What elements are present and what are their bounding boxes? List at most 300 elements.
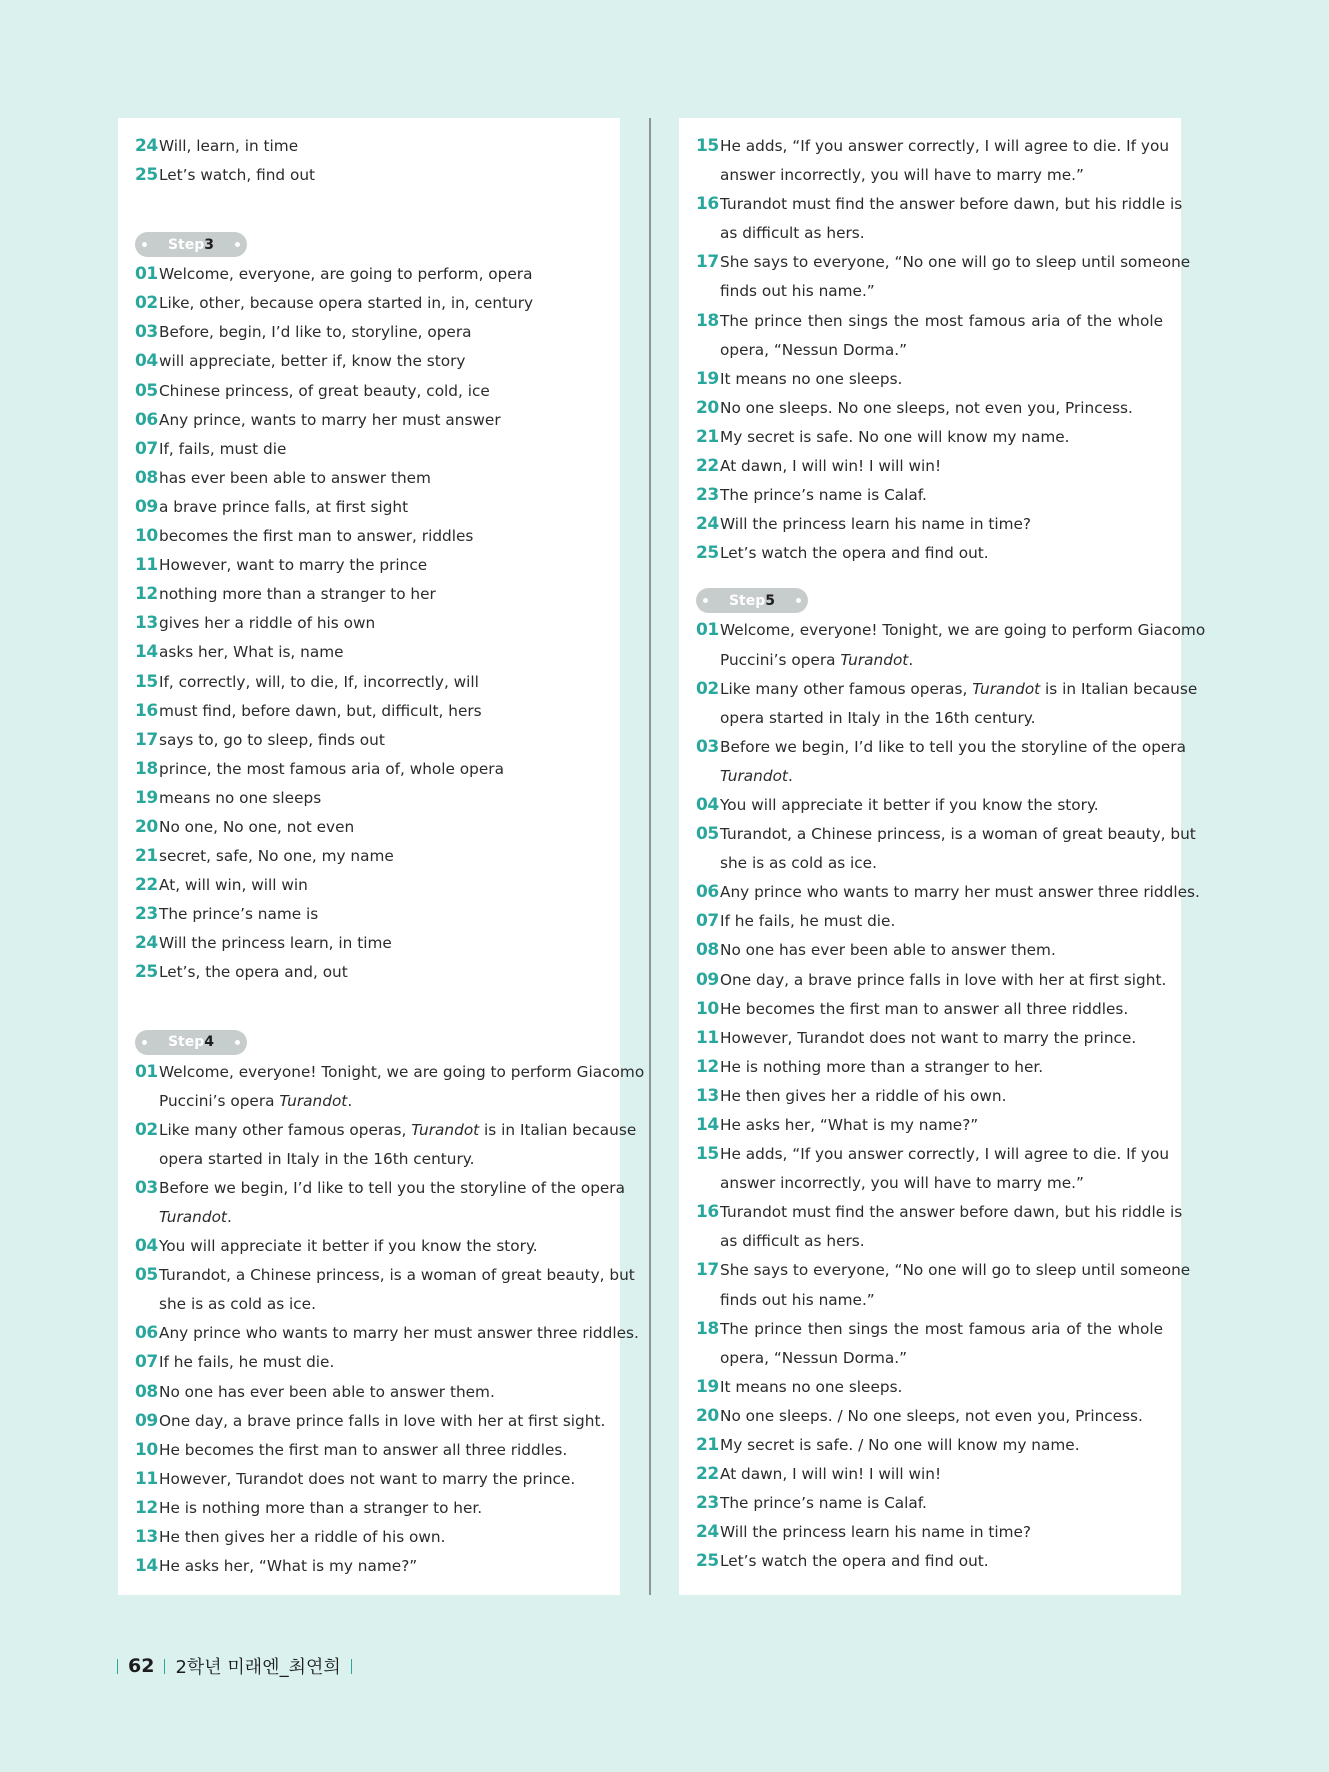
answer-item bbox=[135, 1494, 602, 1523]
answer-text: He becomes the first man to answer all three riddles. bbox=[159, 1440, 568, 1459]
item-number: 23 bbox=[135, 904, 158, 925]
answer-item bbox=[696, 1431, 1163, 1460]
answer-line bbox=[696, 510, 1163, 539]
item-number: 24 bbox=[696, 514, 719, 535]
answer-text: No one sleeps. No one sleeps, not even you, Princess. bbox=[720, 398, 1133, 417]
answer-item bbox=[696, 248, 1191, 306]
answer-item bbox=[696, 1082, 1163, 1111]
answer-line bbox=[135, 1232, 602, 1261]
answer-text: will appreciate, better if, know the story bbox=[159, 352, 466, 371]
item-number: 12 bbox=[135, 584, 158, 605]
step-number: 4 bbox=[204, 1034, 215, 1051]
answer-text: It means no one sleeps. bbox=[720, 369, 903, 388]
item-number: 14 bbox=[696, 1115, 719, 1135]
answer-item bbox=[696, 1024, 1163, 1053]
answer-line bbox=[135, 347, 602, 376]
item-number: 05 bbox=[696, 824, 719, 845]
answer-line bbox=[696, 1518, 1163, 1547]
item-number: 14 bbox=[135, 1556, 158, 1577]
item-number: 22 bbox=[135, 875, 158, 896]
answer-line bbox=[696, 481, 1163, 510]
answer-text: Let’s watch, find out bbox=[159, 166, 316, 185]
answer-line bbox=[696, 936, 1163, 965]
answer-line bbox=[696, 132, 1170, 161]
answer-continuation bbox=[696, 161, 1163, 190]
answer-line bbox=[696, 365, 1163, 394]
item-number: 09 bbox=[135, 1410, 158, 1431]
answer-item bbox=[135, 1058, 645, 1116]
answer-line bbox=[135, 900, 602, 929]
answer-text: Like, other, because opera started in, in, century bbox=[159, 294, 534, 313]
answer-text: Any prince, wants to marry her must answer bbox=[159, 410, 501, 429]
answer-line bbox=[696, 1402, 1163, 1431]
item-number: 01 bbox=[696, 620, 719, 641]
answer-line bbox=[696, 1082, 1163, 1111]
item-number: 07 bbox=[135, 1352, 158, 1373]
answer-continuation bbox=[696, 1227, 1163, 1256]
answer-item bbox=[135, 1348, 602, 1377]
answer-text-part: finds out his name.” bbox=[720, 1290, 875, 1309]
answer-item bbox=[696, 1547, 1163, 1576]
answer-item bbox=[696, 307, 1163, 365]
answer-line bbox=[135, 1378, 602, 1407]
answer-item bbox=[135, 1232, 602, 1261]
answer-text: One day, a brave prince falls in love with her at first sight. bbox=[159, 1411, 606, 1430]
answer-text: Before we begin, I’d like to tell you the storyline of the opera bbox=[720, 737, 1186, 756]
answer-line bbox=[696, 1431, 1163, 1460]
answer-line bbox=[135, 784, 602, 813]
answer-item bbox=[696, 616, 1206, 674]
answer-item bbox=[696, 1402, 1163, 1431]
answer-text-part: is in Italian because bbox=[1040, 679, 1198, 698]
item-number: 16 bbox=[135, 700, 158, 721]
answer-item bbox=[696, 132, 1170, 190]
answer-text: He adds, “If you answer correctly, I will agree to die. If you bbox=[720, 1145, 1170, 1164]
answer-line bbox=[696, 394, 1163, 423]
answer-text-part: as difficult as hers. bbox=[720, 224, 865, 243]
answer-item bbox=[696, 733, 1186, 791]
step-label: Step bbox=[728, 592, 766, 609]
answer-text: He is nothing more than a stranger to her. bbox=[720, 1057, 1044, 1076]
item-number: 22 bbox=[696, 456, 719, 477]
answer-line bbox=[696, 733, 1186, 762]
answer-item bbox=[696, 510, 1163, 539]
answer-item bbox=[135, 1116, 637, 1174]
answer-item bbox=[696, 791, 1163, 820]
item-number: 17 bbox=[696, 1260, 719, 1281]
item-number: 24 bbox=[696, 1522, 719, 1543]
item-number: 11 bbox=[135, 1468, 158, 1489]
answer-text-part: Puccini’s opera bbox=[720, 650, 841, 669]
answer-continuation bbox=[696, 1169, 1163, 1198]
answer-text: Any prince who wants to marry her must answer three riddles. bbox=[159, 1324, 639, 1343]
answer-item bbox=[696, 423, 1163, 452]
page-footer bbox=[117, 1653, 362, 1679]
answer-line bbox=[696, 1024, 1163, 1053]
answer-line bbox=[696, 1460, 1163, 1489]
answer-text: becomes the first man to answer, riddles bbox=[159, 527, 474, 546]
item-number: 08 bbox=[135, 467, 158, 488]
answer-line bbox=[696, 1198, 1183, 1227]
answer-line bbox=[135, 697, 602, 726]
step-badge bbox=[696, 588, 808, 613]
answer-item bbox=[696, 1053, 1163, 1082]
answer-item bbox=[696, 878, 1200, 907]
item-number: 20 bbox=[135, 816, 158, 837]
answer-text: He asks her, “What is my name?” bbox=[720, 1116, 979, 1134]
step-number: 5 bbox=[765, 592, 776, 609]
item-number: 19 bbox=[135, 787, 158, 808]
item-number: 16 bbox=[696, 194, 719, 215]
answer-line bbox=[696, 995, 1163, 1024]
answer-line bbox=[696, 1373, 1163, 1402]
answer-item bbox=[696, 365, 1163, 394]
italic-title: Turandot bbox=[720, 766, 788, 785]
answer-line bbox=[135, 726, 602, 755]
footer-bar bbox=[117, 1659, 118, 1674]
item-number: 14 bbox=[135, 642, 158, 663]
answer-line bbox=[135, 161, 602, 190]
item-number: 05 bbox=[135, 380, 158, 401]
answer-text: You will appreciate it better if you know the story. bbox=[159, 1237, 538, 1256]
answer-line bbox=[696, 1489, 1163, 1518]
item-number: 06 bbox=[696, 882, 719, 903]
answer-text: Will the princess learn his name in time? bbox=[720, 1523, 1032, 1542]
answer-line bbox=[135, 1407, 606, 1436]
answer-continuation bbox=[135, 1145, 602, 1174]
item-number: 16 bbox=[696, 1202, 719, 1223]
item-number: 10 bbox=[135, 526, 158, 547]
step-badge bbox=[135, 1030, 247, 1055]
answer-text: The prince’s name is bbox=[159, 905, 319, 924]
answer-item bbox=[135, 1465, 602, 1494]
answer-text: Will the princess learn his name in time? bbox=[720, 515, 1032, 534]
item-number: 25 bbox=[135, 962, 158, 983]
answer-text: The prince’s name is Calaf. bbox=[720, 1494, 927, 1513]
answer-item bbox=[696, 966, 1167, 995]
item-number: 02 bbox=[135, 293, 158, 314]
item-number: 25 bbox=[696, 543, 719, 564]
answer-text-part: . bbox=[908, 650, 914, 669]
answer-item bbox=[696, 820, 1196, 878]
item-number: 19 bbox=[696, 368, 719, 389]
answer-text: Will, learn, in time bbox=[159, 137, 299, 155]
answer-item bbox=[696, 1256, 1191, 1314]
answer-text-part: . bbox=[347, 1091, 353, 1110]
item-number: 17 bbox=[696, 252, 719, 273]
answer-text: gives her a riddle of his own bbox=[159, 614, 376, 633]
answer-text: If he fails, he must die. bbox=[159, 1353, 335, 1372]
answer-item bbox=[135, 1378, 602, 1407]
answer-item bbox=[696, 539, 1163, 568]
badge-dot bbox=[142, 1040, 147, 1045]
answer-text-part: answer incorrectly, you will have to marry me.” bbox=[720, 1174, 1084, 1193]
answer-line bbox=[696, 1547, 1163, 1576]
answer-continuation bbox=[135, 1290, 602, 1319]
item-number: 10 bbox=[696, 998, 719, 1019]
answer-line bbox=[696, 878, 1200, 907]
item-number: 21 bbox=[696, 426, 719, 447]
answer-item bbox=[135, 1436, 602, 1465]
item-number: 17 bbox=[135, 729, 158, 750]
item-number: 12 bbox=[696, 1056, 719, 1077]
badge-dot bbox=[235, 242, 240, 247]
answer-text: Welcome, everyone, are going to perform, opera bbox=[159, 265, 533, 284]
answer-text: One day, a brave prince falls in love with her at first sight. bbox=[720, 970, 1167, 989]
answer-text: has ever been able to answer them bbox=[159, 468, 431, 487]
answer-text-part: Like many other famous operas, bbox=[720, 679, 973, 698]
item-number: 25 bbox=[135, 165, 158, 186]
answer-continuation bbox=[696, 277, 1163, 306]
answer-line bbox=[696, 791, 1163, 820]
answer-continuation bbox=[696, 646, 1163, 675]
item-number: 03 bbox=[135, 322, 158, 343]
answer-text: If, correctly, will, to die, If, incorrectly, will bbox=[159, 672, 479, 691]
answer-item bbox=[135, 1407, 606, 1436]
italic-title: Turandot bbox=[159, 1208, 227, 1226]
answer-line bbox=[135, 289, 602, 318]
answer-line bbox=[135, 1261, 635, 1290]
answer-text bbox=[720, 675, 1197, 704]
answer-line bbox=[135, 1436, 602, 1465]
item-number: 07 bbox=[696, 911, 719, 932]
answer-item bbox=[696, 1518, 1163, 1547]
answer-line bbox=[135, 260, 602, 289]
badge-dot bbox=[796, 598, 801, 603]
item-number: 01 bbox=[135, 1061, 158, 1082]
item-number: 21 bbox=[135, 846, 158, 867]
item-number: 08 bbox=[135, 1381, 158, 1402]
answer-text: No one has ever been able to answer them. bbox=[159, 1382, 495, 1401]
answer-text: She says to everyone, “No one will go to sleep until someone bbox=[720, 253, 1191, 272]
answer-continuation bbox=[696, 704, 1163, 733]
item-number: 04 bbox=[135, 351, 158, 372]
answer-line bbox=[696, 1111, 1163, 1140]
answer-text: Turandot must find the answer before dawn, but his riddle is bbox=[720, 1203, 1183, 1222]
item-number: 01 bbox=[135, 264, 158, 285]
answer-line bbox=[135, 1523, 602, 1552]
answer-line bbox=[135, 668, 602, 697]
item-number: 18 bbox=[696, 1318, 719, 1339]
item-number: 09 bbox=[135, 496, 158, 517]
item-number: 21 bbox=[696, 1435, 719, 1456]
answer-line bbox=[135, 1465, 602, 1494]
answer-line bbox=[696, 539, 1163, 568]
item-number: 13 bbox=[135, 1527, 158, 1548]
answer-item bbox=[696, 452, 1163, 481]
answer-line bbox=[696, 248, 1191, 277]
answer-line bbox=[135, 580, 602, 609]
footer-bar bbox=[164, 1659, 165, 1674]
item-number: 11 bbox=[696, 1027, 719, 1048]
item-number: 11 bbox=[135, 555, 158, 576]
answer-line bbox=[135, 132, 602, 161]
answer-continuation bbox=[696, 1344, 1163, 1373]
answer-line bbox=[135, 551, 602, 580]
answer-line bbox=[135, 377, 602, 406]
item-number: 15 bbox=[135, 671, 158, 692]
item-number: 24 bbox=[135, 136, 158, 156]
answer-text-part: she is as cold as ice. bbox=[720, 854, 877, 873]
badge-dot bbox=[142, 242, 147, 247]
answer-line bbox=[696, 307, 1163, 336]
answer-text: Any prince who wants to marry her must answer three riddles. bbox=[720, 883, 1200, 902]
answer-line bbox=[135, 464, 602, 493]
answer-continuation bbox=[696, 336, 1163, 365]
answer-item bbox=[696, 1460, 1163, 1489]
section-gap bbox=[135, 190, 602, 226]
item-number: 19 bbox=[696, 1376, 719, 1397]
badge-dot bbox=[703, 598, 708, 603]
section-gap bbox=[696, 568, 1163, 582]
column-divider bbox=[649, 118, 651, 1595]
item-number: 20 bbox=[696, 397, 719, 418]
item-number: 13 bbox=[696, 1085, 719, 1106]
answer-text: If, fails, must die bbox=[159, 439, 287, 458]
answer-line bbox=[135, 406, 602, 435]
answer-text: If he fails, he must die. bbox=[720, 912, 896, 931]
answer-line bbox=[696, 190, 1183, 219]
answer-text: However, Turandot does not want to marry the prince. bbox=[159, 1469, 576, 1488]
answer-text-part: opera started in Italy in the 16th century. bbox=[720, 708, 1036, 727]
answer-text: The prince then sings the most famous aria of the whole bbox=[720, 311, 1163, 330]
answer-line bbox=[135, 493, 602, 522]
answer-text: He is nothing more than a stranger to her. bbox=[159, 1498, 483, 1517]
answer-text: He becomes the first man to answer all three riddles. bbox=[720, 999, 1129, 1018]
item-number: 15 bbox=[696, 1144, 719, 1165]
answer-line bbox=[135, 638, 602, 667]
answer-text: No one sleeps. / No one sleeps, not even you, Princess. bbox=[720, 1406, 1143, 1425]
step-badge bbox=[135, 232, 247, 257]
item-number: 02 bbox=[696, 678, 719, 699]
answer-text: Before we begin, I’d like to tell you the storyline of the opera bbox=[159, 1178, 625, 1197]
answer-text: At, will win, will win bbox=[159, 876, 308, 895]
answer-text: a brave prince falls, at first sight bbox=[159, 497, 409, 516]
answer-item bbox=[135, 1319, 639, 1348]
answer-item bbox=[696, 675, 1198, 733]
page-number: 62 bbox=[128, 1655, 155, 1677]
answer-text-part: answer incorrectly, you will have to marry me.” bbox=[720, 166, 1084, 185]
answer-line bbox=[135, 813, 602, 842]
answer-text: However, want to marry the prince bbox=[159, 556, 428, 575]
answer-line bbox=[135, 609, 602, 638]
answer-continuation bbox=[696, 762, 1163, 791]
italic-title: Turandot bbox=[279, 1091, 348, 1110]
item-number: 20 bbox=[696, 1405, 719, 1426]
answer-text: prince, the most famous aria of, whole opera bbox=[159, 759, 504, 778]
answer-text: He then gives her a riddle of his own. bbox=[720, 1086, 1007, 1105]
answer-continuation bbox=[696, 219, 1163, 248]
answer-line bbox=[135, 842, 602, 871]
answer-text: Let’s, the opera and, out bbox=[159, 963, 348, 982]
answer-line bbox=[135, 1058, 645, 1087]
answer-text: No one has ever been able to answer them. bbox=[720, 941, 1056, 960]
item-number: 12 bbox=[135, 1497, 158, 1518]
answer-text: He then gives her a riddle of his own. bbox=[159, 1528, 446, 1547]
answer-text: You will appreciate it better if you know the story. bbox=[720, 795, 1099, 814]
answer-text: Let’s watch the opera and find out. bbox=[720, 544, 989, 563]
answer-line bbox=[696, 966, 1167, 995]
answer-text: must find, before dawn, but, difficult, hers bbox=[159, 701, 482, 720]
answer-text: My secret is safe. / No one will know my name. bbox=[720, 1436, 1080, 1455]
answer-item bbox=[135, 1523, 602, 1552]
answer-text-part: is in Italian because bbox=[479, 1120, 637, 1139]
item-number: 10 bbox=[135, 1439, 158, 1460]
answer-text: says to, go to sleep, finds out bbox=[159, 730, 385, 749]
answer-continuation bbox=[135, 1203, 602, 1232]
answer-line bbox=[696, 452, 1163, 481]
answer-item bbox=[696, 1489, 1163, 1518]
answer-text-part: opera, “Nessun Dorma.” bbox=[720, 340, 908, 359]
answer-line bbox=[135, 871, 602, 900]
answer-text-part: Like many other famous operas, bbox=[159, 1120, 412, 1139]
answer-line bbox=[135, 1494, 602, 1523]
answer-line bbox=[135, 755, 602, 784]
answer-text: nothing more than a stranger to her bbox=[159, 585, 436, 604]
item-number: 09 bbox=[696, 969, 719, 990]
answer-text-part: Puccini’s opera bbox=[159, 1091, 280, 1110]
answer-text: The prince’s name is Calaf. bbox=[720, 486, 927, 505]
item-number: 08 bbox=[696, 940, 719, 961]
answer-item bbox=[696, 394, 1163, 423]
answer-line bbox=[696, 820, 1196, 849]
answer-line bbox=[135, 929, 602, 958]
answer-text: asks her, What is, name bbox=[159, 643, 344, 662]
badge-dot bbox=[235, 1040, 240, 1045]
answer-text: No one, No one, not even bbox=[159, 817, 355, 836]
italic-title: Turandot bbox=[840, 650, 909, 669]
answer-text: However, Turandot does not want to marry the prince. bbox=[720, 1028, 1137, 1047]
answer-item bbox=[696, 1373, 1163, 1402]
answer-text-part: . bbox=[226, 1208, 232, 1226]
answer-text: He adds, “If you answer correctly, I will agree to die. If you bbox=[720, 137, 1170, 155]
book-title: 2학년 미래엔_최연희 bbox=[175, 1657, 341, 1678]
answer-item bbox=[696, 1198, 1183, 1256]
answer-continuation bbox=[696, 849, 1163, 878]
answer-line bbox=[135, 1552, 602, 1581]
answer-line bbox=[135, 318, 602, 347]
answer-item bbox=[696, 481, 1163, 510]
answer-item bbox=[135, 1552, 602, 1581]
item-number: 03 bbox=[135, 1177, 158, 1198]
answer-item bbox=[135, 1261, 635, 1319]
answer-line bbox=[135, 522, 602, 551]
italic-title: Turandot bbox=[411, 1120, 480, 1139]
answer-line bbox=[135, 1348, 602, 1377]
left-answer-panel bbox=[118, 118, 645, 1595]
answer-line bbox=[696, 907, 1163, 936]
answer-text: He asks her, “What is my name?” bbox=[159, 1557, 418, 1576]
answer-text: She says to everyone, “No one will go to sleep until someone bbox=[720, 1261, 1191, 1280]
section-gap bbox=[135, 988, 602, 1024]
answer-text: Let’s watch the opera and find out. bbox=[720, 1552, 989, 1571]
answer-item bbox=[696, 907, 1163, 936]
answer-line bbox=[696, 1256, 1191, 1285]
answer-text: Turandot, a Chinese princess, is a woman of great beauty, but bbox=[159, 1266, 635, 1285]
answer-text: Before, begin, I’d like to, storyline, opera bbox=[159, 323, 472, 342]
footer-bar bbox=[351, 1659, 352, 1674]
item-number: 13 bbox=[135, 613, 158, 634]
item-number: 22 bbox=[696, 1464, 719, 1485]
item-number: 24 bbox=[135, 933, 158, 954]
answer-text-part: opera, “Nessun Dorma.” bbox=[720, 1348, 908, 1367]
answer-line bbox=[135, 1174, 625, 1203]
item-number: 23 bbox=[696, 485, 719, 506]
answer-line bbox=[696, 1140, 1170, 1169]
answer-line bbox=[696, 1315, 1163, 1344]
item-number: 15 bbox=[696, 136, 719, 156]
answer-text: Chinese princess, of great beauty, cold, ice bbox=[159, 381, 490, 400]
